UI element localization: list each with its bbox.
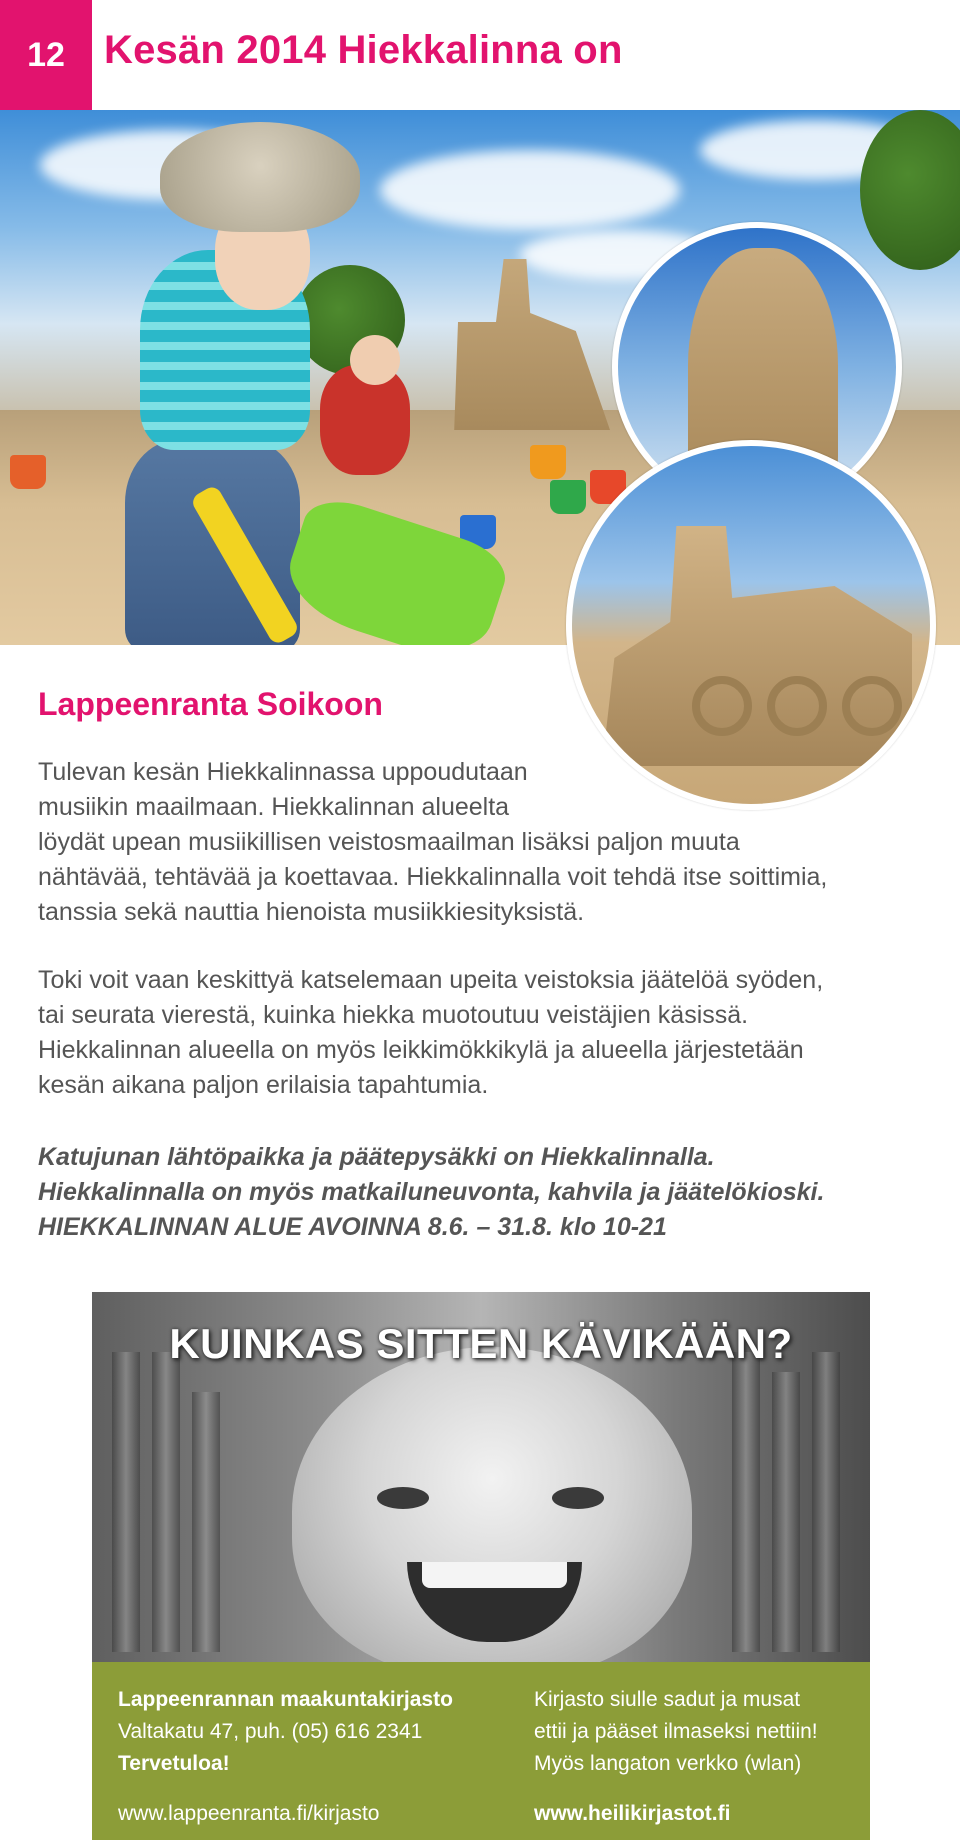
library-name: Lappeenrannan maakuntakirjasto xyxy=(118,1688,453,1711)
slogan-line: Myös langaton verkko (wlan) xyxy=(534,1752,802,1775)
article-title: Lappeenranta Soikoon xyxy=(38,686,383,722)
article-paragraph-2 xyxy=(38,963,938,1103)
child-cap xyxy=(160,122,360,232)
text-line: Toki voit vaan keskittyä katselemaan upeita veistoksia jäätelöä syöden, xyxy=(38,966,824,994)
text-line: Hiekkalinnalla on myös matkailuneuvonta, kahvila ja jäätelökioski. xyxy=(38,1178,825,1206)
heili-url-link[interactable]: www.heilikirjastot.fi xyxy=(534,1802,731,1825)
text-line: tanssia sekä nauttia hienoista musiikkiesityksistä. xyxy=(38,898,585,926)
library-address: Valtakatu 47, puh. (05) 616 2341 xyxy=(118,1720,423,1743)
text-line: Tulevan kesän Hiekkalinnassa uppoudutaan xyxy=(38,758,528,786)
library-url-link[interactable]: www.lappeenranta.fi/kirjasto xyxy=(118,1802,380,1825)
text-line: musiikin maailmaan. Hiekkalinnan alueelta xyxy=(38,793,510,821)
ad-info-bar xyxy=(92,1662,870,1840)
page-header xyxy=(0,0,960,110)
text-line: löydät upean musiikillisen veistosmaailman lisäksi paljon muuta xyxy=(38,828,740,856)
text-line: nähtävää, tehtävää ja koettavaa. Hiekkalinnalla voit tehdä itse soittimia, xyxy=(38,863,828,891)
slogan-line: ettii ja pääset ilmaseksi nettiin! xyxy=(534,1720,818,1743)
text-line: tai seurata vierestä, kuinka hiekka muotoutuu veistäjien käsissä. xyxy=(38,1001,749,1029)
text-line: Katujunan lähtöpaikka ja päätepysäkki on Hiekkalinnalla. xyxy=(38,1143,715,1171)
ad-library-slogan xyxy=(534,1684,818,1780)
ad-photo-smiling-child xyxy=(92,1292,870,1662)
article-highlight xyxy=(38,1140,938,1245)
text-line: HIEKKALINNAN ALUE AVOINNA 8.6. – 31.8. klo 10-21 xyxy=(38,1213,667,1241)
text-line: Hiekkalinnan alueella on myös leikkimökkikylä ja alueella järjestetään xyxy=(38,1036,804,1064)
slogan-line: Kirjasto siulle sadut ja musat xyxy=(534,1688,801,1711)
ad-headline: KUINKAS SITTEN KÄVIKÄÄN? xyxy=(169,1320,793,1367)
library-welcome: Tervetuloa! xyxy=(118,1752,230,1775)
ad-library-info xyxy=(118,1684,453,1780)
text-line: kesän aikana paljon erilaisia tapahtumia. xyxy=(38,1071,489,1099)
article-paragraph-1 xyxy=(38,755,898,930)
page-title: Kesän 2014 Hiekkalinna on xyxy=(104,28,623,72)
page-number: 12 xyxy=(0,0,92,110)
library-advertisement xyxy=(92,1292,870,1840)
